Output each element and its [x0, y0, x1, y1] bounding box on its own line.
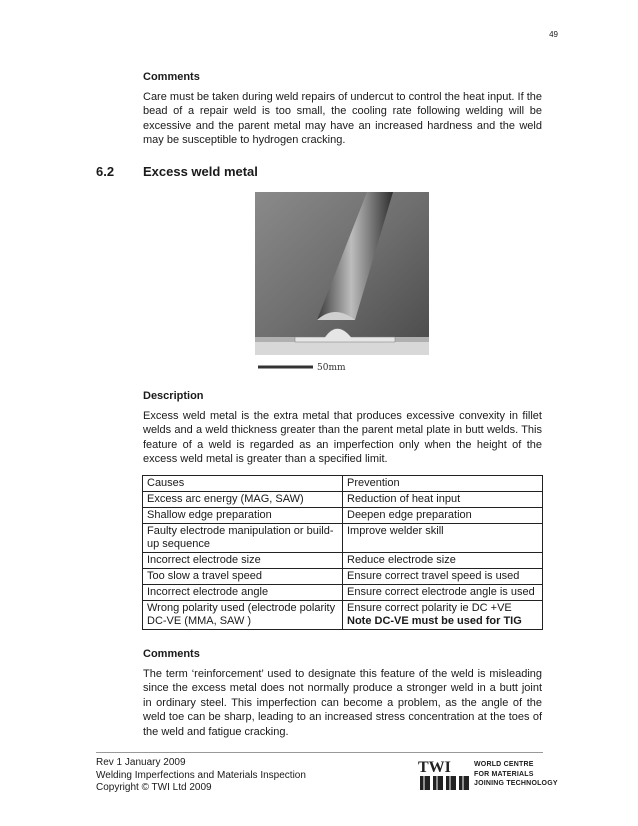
table-cell-prevention: Deepen edge preparation	[343, 508, 543, 524]
table-cell-prevention: Reduce electrode size	[343, 553, 543, 569]
table-row	[143, 553, 543, 569]
table-cell-cause: Incorrect electrode size	[143, 553, 343, 569]
comments-section-2	[143, 647, 542, 739]
table-row	[143, 508, 543, 524]
prevention-tig-note: Note DC-VE must be used for TIG	[347, 615, 522, 627]
description-heading: Description	[143, 390, 204, 402]
table-header-prevention: Prevention	[343, 476, 543, 492]
table-header-row	[143, 476, 543, 492]
footer-revision: Rev 1 January 2009	[96, 757, 186, 768]
table-cell-prevention: Ensure correct electrode angle is used	[343, 585, 543, 601]
section-number: 6.2	[96, 164, 115, 179]
table-cell-cause: Excess arc energy (MAG, SAW)	[143, 492, 343, 508]
table-row	[143, 569, 543, 585]
logo-brand: TWI	[418, 759, 451, 776]
logo-line-2: FOR MATERIALS	[474, 770, 534, 778]
table-cell-prevention: Improve welder skill	[343, 524, 543, 553]
prevention-polarity-text: Ensure correct polarity ie DC +VE	[347, 602, 512, 614]
table-cell-cause: Wrong polarity used (electrode polarity DC-VE (MMA, SAW )	[143, 601, 343, 630]
description-text: Excess weld metal is the extra metal that produces excessive convexity in fillet welds and a weld thickness greater than the parent metal plate in butt welds. This feature of a weld is regarded as an imperfection only when the height of the excess weld metal is greater than a specified limit.	[143, 409, 542, 465]
comments-section	[143, 70, 542, 148]
description-section	[143, 389, 542, 467]
comments-heading: Comments	[143, 648, 200, 660]
comments-heading: Comments	[143, 71, 200, 83]
comments-text: Care must be taken during weld repairs of undercut to control the heat input. If the bead of a repair weld is too small, the cooling rate following welding will be excessive and the parent metal may have an increased hardness and the weld may be susceptible to hydrogen cracking.	[143, 90, 542, 146]
table-cell-prevention: Reduction of heat input	[343, 492, 543, 508]
table-row	[143, 524, 543, 553]
table-row	[143, 601, 543, 630]
causes-prevention-table	[142, 475, 543, 630]
table-header-causes: Causes	[143, 476, 343, 492]
footer-title: Welding Imperfections and Materials Inspection	[96, 769, 306, 781]
logo-tagline	[474, 760, 558, 789]
section-title: Excess weld metal	[143, 164, 258, 179]
logo-line-3: JOINING TECHNOLOGY	[474, 780, 558, 787]
footer-divider	[96, 752, 543, 753]
table-row	[143, 492, 543, 508]
comments-text: The term ‘reinforcement’ used to designate this feature of the weld is misleading since the excess metal does not normally produce a stronger weld in a butt joint in ordinary steel. This imperfection can become a problem, as the angle of the weld toe can be sharp, leading to an increased stress concentration at the toes of the weld and fatigue cracking.	[143, 667, 542, 738]
page-number: 49	[549, 30, 558, 39]
footer	[96, 757, 306, 795]
table-cell-prevention: Ensure correct travel speed is used	[343, 569, 543, 585]
table-cell-cause: Too slow a travel speed	[143, 569, 343, 585]
table-cell-cause: Shallow edge preparation	[143, 508, 343, 524]
footer-copyright: Copyright © TWI Ltd 2009	[96, 782, 212, 793]
table-cell-prevention	[343, 601, 543, 630]
weld-photo	[255, 192, 429, 376]
table-cell-cause: Faulty electrode manipulation or build-up sequence	[143, 524, 343, 553]
logo-line-1: WORLD CENTRE	[474, 761, 534, 768]
scale-label: 50mm	[317, 363, 346, 373]
table-row	[143, 585, 543, 601]
table-cell-cause: Incorrect electrode angle	[143, 585, 343, 601]
